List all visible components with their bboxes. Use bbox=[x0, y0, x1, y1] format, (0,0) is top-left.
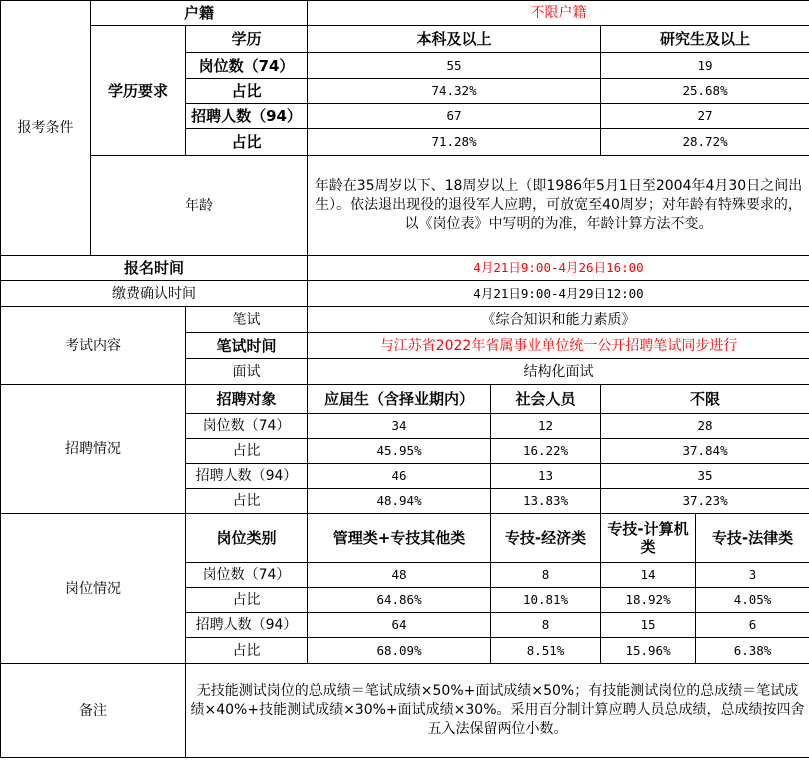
recruit-cell: 37.23% bbox=[601, 489, 809, 514]
education-cell: 74.32% bbox=[308, 79, 601, 104]
education-cell: 71.28% bbox=[308, 129, 601, 156]
education-cell: 67 bbox=[308, 104, 601, 129]
recruit-header: 应届生（含择业期内） bbox=[308, 385, 491, 414]
education-cell: 27 bbox=[601, 104, 809, 129]
remarks-label: 备注 bbox=[1, 664, 186, 758]
recruit-cell: 37.84% bbox=[601, 439, 809, 464]
exam-row-value: 与江苏省2022年省属事业单位统一公开招聘笔试同步进行 bbox=[308, 333, 809, 359]
payment-confirm-time-value: 4月21日9:00-4月29日12:00 bbox=[308, 281, 809, 307]
exam-row-label: 笔试 bbox=[186, 307, 308, 333]
age-label: 年龄 bbox=[91, 156, 308, 256]
recruitment-situation-label: 招聘情况 bbox=[1, 385, 186, 514]
registration-time-label: 报名时间 bbox=[1, 256, 308, 281]
education-header: 学历 bbox=[186, 26, 308, 53]
payment-confirm-time-label: 缴费确认时间 bbox=[1, 281, 308, 307]
position-cell: 8 bbox=[491, 613, 601, 638]
hukou-value: 不限户籍 bbox=[308, 1, 809, 26]
education-header: 本科及以上 bbox=[308, 26, 601, 53]
recruit-cell: 28 bbox=[601, 414, 809, 439]
recruit-cell: 13.83% bbox=[491, 489, 601, 514]
position-row-label: 占比 bbox=[186, 638, 308, 664]
exam-row-value: 《综合知识和能力素质》 bbox=[308, 307, 809, 333]
education-cell: 25.68% bbox=[601, 79, 809, 104]
position-row-label: 占比 bbox=[186, 588, 308, 613]
position-cell: 6 bbox=[696, 613, 809, 638]
position-cell: 15.96% bbox=[601, 638, 696, 664]
education-header: 研究生及以上 bbox=[601, 26, 809, 53]
position-cell: 8 bbox=[491, 563, 601, 588]
recruit-header: 社会人员 bbox=[491, 385, 601, 414]
position-row-label: 招聘人数（94） bbox=[186, 613, 308, 638]
position-cell: 18.92% bbox=[601, 588, 696, 613]
recruit-cell: 46 bbox=[308, 464, 491, 489]
position-cell: 64.86% bbox=[308, 588, 491, 613]
recruit-row-label: 占比 bbox=[186, 489, 308, 514]
education-cell: 19 bbox=[601, 53, 809, 79]
position-header: 专技-法律类 bbox=[696, 514, 809, 563]
age-requirement-text: 年龄在35周岁以下、18周岁以上（即1986年5月1日至2004年4月30日之间出生）。依法退出现役的退役军人应聘，可放宽至40周岁；对年龄有特殊要求的，以《岗位表》中写明的为准，年龄计算方法不变。 bbox=[308, 156, 809, 256]
exam-content-label: 考试内容 bbox=[1, 307, 186, 385]
education-row-label: 占比 bbox=[186, 129, 308, 156]
position-cell: 15 bbox=[601, 613, 696, 638]
recruit-cell: 48.94% bbox=[308, 489, 491, 514]
recruit-header: 招聘对象 bbox=[186, 385, 308, 414]
position-row-label: 岗位数（74） bbox=[186, 563, 308, 588]
remarks-text: 无技能测试岗位的总成绩＝笔试成绩×50%+面试成绩×50%；有技能测试岗位的总成绩＝笔试成绩×40%+技能测试成绩×30%+面试成绩×30%。采用百分制计算应聘人员总成绩，总成绩按四舍五入法保留两位小数。 bbox=[186, 664, 809, 758]
position-header: 专技-计算机类 bbox=[601, 514, 696, 563]
recruit-row-label: 岗位数（74） bbox=[186, 414, 308, 439]
recruit-cell: 34 bbox=[308, 414, 491, 439]
position-cell: 8.51% bbox=[491, 638, 601, 664]
position-cell: 10.81% bbox=[491, 588, 601, 613]
position-situation-label: 岗位情况 bbox=[1, 514, 186, 664]
section-exam-conditions: 报考条件 bbox=[1, 1, 91, 256]
education-requirement-label: 学历要求 bbox=[91, 26, 186, 156]
recruit-row-label: 招聘人数（94） bbox=[186, 464, 308, 489]
position-cell: 4.05% bbox=[696, 588, 809, 613]
recruit-row-label: 占比 bbox=[186, 439, 308, 464]
education-cell: 28.72% bbox=[601, 129, 809, 156]
education-row-label: 招聘人数（94） bbox=[186, 104, 308, 129]
education-row-label: 占比 bbox=[186, 79, 308, 104]
position-header: 岗位类别 bbox=[186, 514, 308, 563]
position-header: 专技-经济类 bbox=[491, 514, 601, 563]
education-row-label: 岗位数（74） bbox=[186, 53, 308, 79]
position-header: 管理类+专技其他类 bbox=[308, 514, 491, 563]
recruit-cell: 12 bbox=[491, 414, 601, 439]
position-cell: 68.09% bbox=[308, 638, 491, 664]
registration-time-value: 4月21日9:00-4月26日16:00 bbox=[308, 256, 809, 281]
recruit-header: 不限 bbox=[601, 385, 809, 414]
exam-row-label: 面试 bbox=[186, 359, 308, 385]
recruit-cell: 16.22% bbox=[491, 439, 601, 464]
recruit-cell: 45.95% bbox=[308, 439, 491, 464]
hukou-label: 户籍 bbox=[91, 1, 308, 26]
recruit-cell: 13 bbox=[491, 464, 601, 489]
position-cell: 6.38% bbox=[696, 638, 809, 664]
position-cell: 14 bbox=[601, 563, 696, 588]
education-cell: 55 bbox=[308, 53, 601, 79]
recruit-cell: 35 bbox=[601, 464, 809, 489]
exam-row-value: 结构化面试 bbox=[308, 359, 809, 385]
position-cell: 3 bbox=[696, 563, 809, 588]
exam-row-label: 笔试时间 bbox=[186, 333, 308, 359]
position-cell: 48 bbox=[308, 563, 491, 588]
position-cell: 64 bbox=[308, 613, 491, 638]
